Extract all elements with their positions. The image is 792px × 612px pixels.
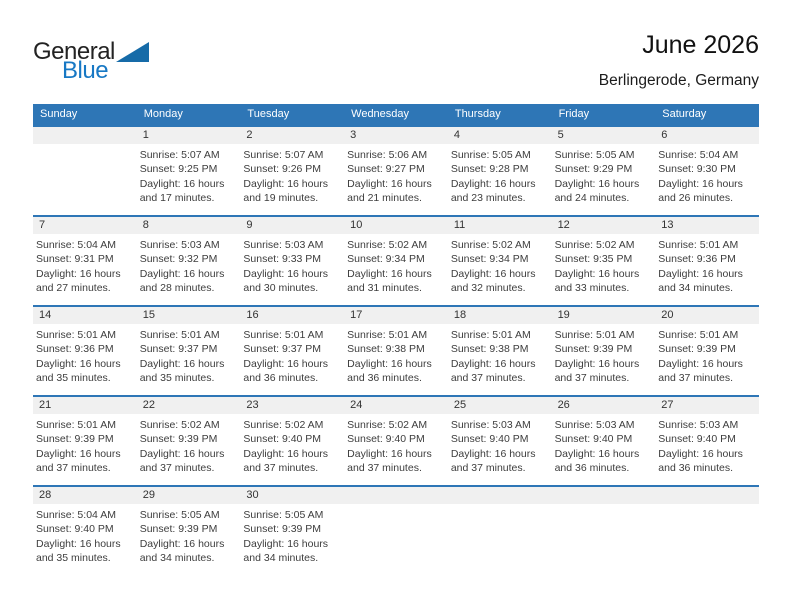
sunrise-text: Sunrise: 5:05 AM [139,509,220,521]
calendar-table [33,104,759,575]
sunset-text: Sunset: 9:39 PM [139,433,218,446]
weekday-header-monday: Monday [143,108,183,120]
day-number: 9 [240,217,344,234]
calendar-week-row [33,125,759,215]
sunset-text: Sunset: 9:40 PM [658,433,736,446]
daylight-text: Daylight: 16 hours and 36 minutes. [243,357,329,385]
page-title: June 2026 [642,31,759,59]
day-details [344,414,448,476]
day-number: 28 [33,487,137,504]
day-details [240,504,344,566]
daylight-text: Daylight: 16 hours and 35 minutes. [139,357,225,385]
day-details [344,144,448,206]
sunset-text: Sunset: 9:36 PM [658,253,736,266]
day-details [240,234,344,296]
sunset-text: Sunset: 9:40 PM [243,433,322,446]
day-details [552,504,656,508]
day-details [240,324,344,386]
sunrise-text: Sunrise: 5:01 AM [347,329,428,341]
day-number: 4 [448,127,552,144]
day-details [448,234,552,296]
day-details [137,144,241,206]
sunrise-text: Sunrise: 5:02 AM [347,239,428,251]
page-header [33,30,759,90]
sunrise-text: Sunrise: 5:01 AM [658,239,739,251]
sunset-text: Sunset: 9:40 PM [36,523,114,536]
day-number: 7 [33,217,137,234]
sunset-text: Sunset: 9:39 PM [243,523,322,536]
daylight-text: Daylight: 16 hours and 35 minutes. [36,537,121,565]
day-number: 10 [344,217,448,234]
day-number [552,487,656,504]
day-cell [448,397,552,485]
day-details [448,504,552,508]
sunrise-text: Sunrise: 5:01 AM [139,329,220,341]
day-details [552,324,656,386]
day-details [137,324,241,386]
daylight-text: Daylight: 16 hours and 37 minutes. [658,357,743,385]
day-number: 5 [552,127,656,144]
daylight-text: Daylight: 16 hours and 36 minutes. [347,357,432,385]
sunset-text: Sunset: 9:31 PM [36,253,114,266]
sunrise-text: Sunrise: 5:03 AM [554,419,635,431]
day-cell [655,127,759,215]
day-number: 21 [33,397,137,414]
daylight-text: Daylight: 16 hours and 17 minutes. [139,177,225,205]
day-number: 15 [137,307,241,324]
day-cell [552,217,656,305]
weekday-header-saturday: Saturday [662,108,707,120]
calendar-week-row [33,215,759,305]
day-details [448,414,552,476]
title-block [599,30,759,90]
day-number: 2 [240,127,344,144]
day-details [655,234,759,296]
day-cell [137,307,241,395]
day-details [344,504,448,508]
sunset-text: Sunset: 9:39 PM [658,343,736,356]
sunset-text: Sunset: 9:35 PM [554,253,633,266]
day-cell [448,307,552,395]
day-cell [33,307,137,395]
day-details [137,234,241,296]
daylight-text: Daylight: 16 hours and 19 minutes. [243,177,329,205]
daylight-text: Daylight: 16 hours and 36 minutes. [554,447,640,475]
sunset-text: Sunset: 9:34 PM [450,253,529,266]
daylight-text: Daylight: 16 hours and 37 minutes. [347,447,432,475]
sunrise-text: Sunrise: 5:03 AM [658,419,739,431]
sunset-text: Sunset: 9:30 PM [658,163,736,176]
day-number: 20 [655,307,759,324]
sunrise-text: Sunrise: 5:01 AM [450,329,531,341]
logo-text-blue: Blue [62,57,109,84]
day-cell [33,397,137,485]
day-number: 8 [137,217,241,234]
day-cell [240,397,344,485]
daylight-text: Daylight: 16 hours and 35 minutes. [36,357,121,385]
empty-day-cell [655,487,759,575]
daylight-text: Daylight: 16 hours and 30 minutes. [243,267,329,295]
day-cell [344,127,448,215]
day-cell [448,217,552,305]
empty-day-cell [552,487,656,575]
sunrise-text: Sunrise: 5:04 AM [36,239,116,251]
day-details [655,324,759,386]
sunset-text: Sunset: 9:37 PM [243,343,322,356]
sunrise-text: Sunrise: 5:02 AM [347,419,428,431]
weekday-header-row [33,104,759,125]
day-details [552,144,656,206]
day-cell [552,397,656,485]
day-number: 6 [655,127,759,144]
sunset-text: Sunset: 9:36 PM [36,343,114,356]
daylight-text: Daylight: 16 hours and 37 minutes. [554,357,640,385]
empty-day-cell [33,127,137,215]
day-cell [137,217,241,305]
day-number: 18 [448,307,552,324]
day-details [240,144,344,206]
sunset-text: Sunset: 9:37 PM [139,343,218,356]
sunset-text: Sunset: 9:25 PM [139,163,218,176]
day-details [33,234,137,296]
day-cell [137,127,241,215]
day-number: 14 [33,307,137,324]
day-number: 13 [655,217,759,234]
daylight-text: Daylight: 16 hours and 32 minutes. [450,267,536,295]
day-details [33,144,137,148]
calendar-week-row [33,305,759,395]
day-number: 16 [240,307,344,324]
day-number: 11 [448,217,552,234]
day-details [448,144,552,206]
day-details [33,504,137,566]
sunrise-text: Sunrise: 5:02 AM [450,239,531,251]
sunrise-text: Sunrise: 5:05 AM [450,149,531,161]
sunrise-text: Sunrise: 5:01 AM [36,329,116,341]
weekday-header-wednesday: Wednesday [351,108,410,120]
sunrise-text: Sunrise: 5:04 AM [36,509,116,521]
day-cell [137,397,241,485]
general-blue-logo [33,38,149,84]
sunset-text: Sunset: 9:38 PM [450,343,529,356]
day-cell [552,127,656,215]
sunset-text: Sunset: 9:26 PM [243,163,322,176]
daylight-text: Daylight: 16 hours and 34 minutes. [243,537,329,565]
daylight-text: Daylight: 16 hours and 37 minutes. [450,357,536,385]
sunrise-text: Sunrise: 5:05 AM [243,509,324,521]
day-cell [137,487,241,575]
day-cell [448,127,552,215]
sunset-text: Sunset: 9:38 PM [347,343,425,356]
day-number: 29 [137,487,241,504]
sunrise-text: Sunrise: 5:02 AM [243,419,324,431]
sunrise-text: Sunrise: 5:06 AM [347,149,428,161]
day-cell [344,307,448,395]
daylight-text: Daylight: 16 hours and 24 minutes. [554,177,640,205]
day-cell [552,307,656,395]
day-details [344,234,448,296]
day-cell [344,217,448,305]
day-number [33,127,137,144]
daylight-text: Daylight: 16 hours and 31 minutes. [347,267,432,295]
weekday-header-sunday: Sunday [40,108,78,120]
sunset-text: Sunset: 9:29 PM [554,163,633,176]
day-details [240,414,344,476]
sunrise-text: Sunrise: 5:05 AM [554,149,635,161]
sunrise-text: Sunrise: 5:03 AM [243,239,324,251]
daylight-text: Daylight: 16 hours and 27 minutes. [36,267,121,295]
daylight-text: Daylight: 16 hours and 34 minutes. [139,537,225,565]
day-details [655,144,759,206]
sunrise-text: Sunrise: 5:01 AM [658,329,739,341]
day-details [137,414,241,476]
daylight-text: Daylight: 16 hours and 37 minutes. [139,447,225,475]
sunset-text: Sunset: 9:33 PM [243,253,322,266]
sunset-text: Sunset: 9:40 PM [347,433,425,446]
sunrise-text: Sunrise: 5:03 AM [450,419,531,431]
daylight-text: Daylight: 16 hours and 37 minutes. [243,447,329,475]
sunrise-text: Sunrise: 5:01 AM [243,329,324,341]
day-number: 22 [137,397,241,414]
sunset-text: Sunset: 9:39 PM [554,343,633,356]
day-cell [240,217,344,305]
day-cell [655,217,759,305]
day-number: 19 [552,307,656,324]
daylight-text: Daylight: 16 hours and 28 minutes. [139,267,225,295]
day-details [33,324,137,386]
day-number: 25 [448,397,552,414]
day-number: 27 [655,397,759,414]
daylight-text: Daylight: 16 hours and 26 minutes. [658,177,743,205]
empty-day-cell [344,487,448,575]
day-details [137,504,241,566]
sunrise-text: Sunrise: 5:07 AM [139,149,220,161]
day-details [448,324,552,386]
day-cell [240,307,344,395]
sunset-text: Sunset: 9:34 PM [347,253,425,266]
calendar-week-row [33,485,759,575]
day-number: 1 [137,127,241,144]
sunset-text: Sunset: 9:40 PM [450,433,529,446]
sunrise-text: Sunrise: 5:07 AM [243,149,324,161]
logo-triangle-icon [116,42,149,62]
logo-text-general: General [33,38,115,65]
day-details [552,234,656,296]
sunrise-text: Sunrise: 5:03 AM [139,239,220,251]
day-number: 3 [344,127,448,144]
day-number: 23 [240,397,344,414]
weekday-header-tuesday: Tuesday [247,108,290,120]
day-details [33,414,137,476]
daylight-text: Daylight: 16 hours and 21 minutes. [347,177,432,205]
daylight-text: Daylight: 16 hours and 37 minutes. [450,447,536,475]
day-cell [344,397,448,485]
day-number: 30 [240,487,344,504]
day-number [655,487,759,504]
daylight-text: Daylight: 16 hours and 34 minutes. [658,267,743,295]
day-number [344,487,448,504]
day-cell [33,487,137,575]
weekday-header-friday: Friday [558,108,590,120]
day-cell [33,217,137,305]
day-number: 12 [552,217,656,234]
daylight-text: Daylight: 16 hours and 23 minutes. [450,177,536,205]
calendar-week-row [33,395,759,485]
location-subtitle: Berlingerode, Germany [598,72,759,89]
day-number: 26 [552,397,656,414]
calendar-weeks [33,125,759,575]
sunrise-text: Sunrise: 5:01 AM [554,329,635,341]
day-details [655,414,759,476]
day-number: 24 [344,397,448,414]
weekday-header-thursday: Thursday [454,108,501,120]
sunrise-text: Sunrise: 5:02 AM [554,239,635,251]
day-number [448,487,552,504]
daylight-text: Daylight: 16 hours and 33 minutes. [554,267,640,295]
sunset-text: Sunset: 9:40 PM [554,433,633,446]
sunrise-text: Sunrise: 5:04 AM [658,149,739,161]
sunset-text: Sunset: 9:27 PM [347,163,425,176]
sunset-text: Sunset: 9:28 PM [450,163,529,176]
day-details [552,414,656,476]
sunrise-text: Sunrise: 5:02 AM [139,419,220,431]
day-details [655,504,759,508]
empty-day-cell [448,487,552,575]
day-cell [655,307,759,395]
daylight-text: Daylight: 16 hours and 36 minutes. [658,447,743,475]
sunset-text: Sunset: 9:39 PM [139,523,218,536]
daylight-text: Daylight: 16 hours and 37 minutes. [36,447,121,475]
day-cell [240,127,344,215]
sunset-text: Sunset: 9:39 PM [36,433,114,446]
day-cell [240,487,344,575]
sunrise-text: Sunrise: 5:01 AM [36,419,116,431]
day-number: 17 [344,307,448,324]
day-cell [655,397,759,485]
sunset-text: Sunset: 9:32 PM [139,253,218,266]
day-details [344,324,448,386]
